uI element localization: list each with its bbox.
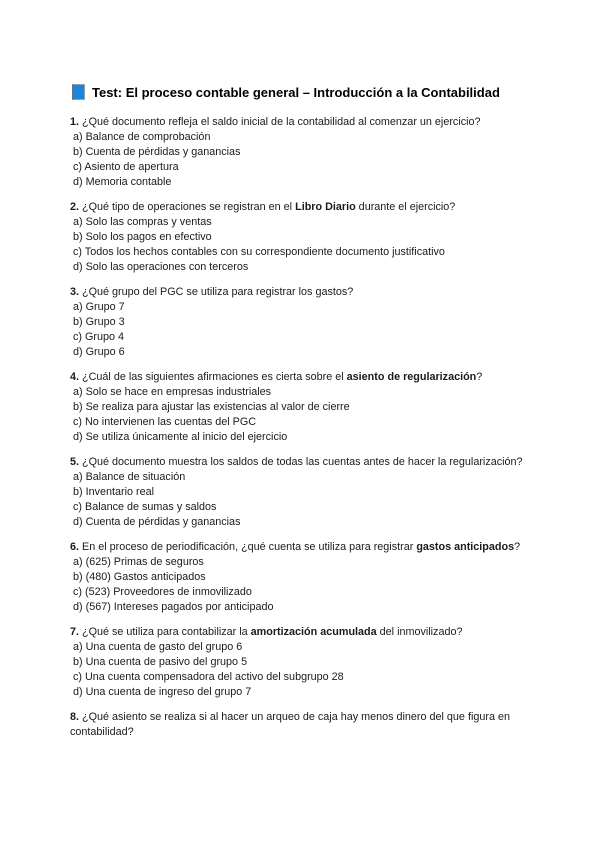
question-bold-segment: Libro Diario (295, 201, 356, 213)
question-text-segment: ? (476, 371, 483, 383)
question-text-segment: En el proceso de periodificación, ¿qué cuenta se utiliza para registrar (79, 541, 417, 553)
question-block-8 (70, 710, 535, 740)
question-text-segment: durante el ejercicio? (355, 201, 456, 213)
question-2-option-d: d) Solo las operaciones con terceros (73, 261, 249, 273)
document-title-text: Test: El proceso contable general – Introducción a la Contabilidad (92, 84, 500, 100)
question-1-option-a: a) Balance de comprobación (73, 131, 211, 143)
question-6-option-d: d) (567) Intereses pagados por anticipado (73, 601, 274, 613)
question-bold-segment: amortización acumulada (250, 626, 377, 638)
question-text-segment: ? (514, 541, 521, 553)
question-6-option-a: a) (625) Primas de seguros (73, 556, 204, 568)
question-number: 3. (70, 286, 80, 298)
question-1-option-b: b) Cuenta de pérdidas y ganancias (73, 146, 241, 158)
question-number: 1. (70, 116, 80, 128)
question-1-text (70, 115, 535, 130)
question-text-segment: ¿Qué grupo del PGC se utiliza para registrar los gastos? (79, 286, 354, 298)
question-bold-segment: asiento de regularización (346, 371, 477, 383)
question-2-option-b: b) Solo los pagos en efectivo (73, 231, 212, 243)
question-6-option-b: b) (480) Gastos anticipados (73, 571, 206, 583)
question-3-option-c: c) Grupo 4 (73, 331, 125, 343)
question-block-3 (70, 285, 535, 360)
question-block-2 (70, 200, 535, 275)
question-4-text (70, 370, 535, 385)
question-bold-segment: gastos anticipados (416, 541, 515, 553)
question-4-option-d: d) Se utiliza únicamente al inicio del ejercicio (73, 431, 288, 443)
question-5-option-a: a) Balance de situación (73, 471, 186, 483)
question-7-text (70, 625, 535, 640)
question-block-6 (70, 540, 535, 615)
question-number: 7. (70, 626, 80, 638)
question-3-option-a: a) Grupo 7 (73, 301, 125, 313)
question-1-option-d: d) Memoria contable (73, 176, 172, 188)
question-2-option-a: a) Solo las compras y ventas (73, 216, 212, 228)
question-1-option-c: c) Asiento de apertura (73, 161, 179, 173)
question-number: 2. (70, 201, 80, 213)
question-4-option-b: b) Se realiza para ajustar las existencias al valor de cierre (73, 401, 350, 413)
question-7-option-b: b) Una cuenta de pasivo del grupo 5 (73, 656, 248, 668)
question-number: 5. (70, 456, 80, 468)
question-6-text (70, 540, 535, 555)
question-5-option-d: d) Cuenta de pérdidas y ganancias (73, 516, 241, 528)
question-text-segment: ¿Qué asiento se realiza si al hacer un arqueo de caja hay menos dinero del que figura en contabilidad? (70, 711, 510, 738)
question-7-option-d: d) Una cuenta de ingreso del grupo 7 (73, 686, 252, 698)
question-2-option-c: c) Todos los hechos contables con su correspondiente documento justificativo (73, 246, 445, 258)
question-block-5 (70, 455, 535, 530)
question-6-option-c: c) (523) Proveedores de inmovilizado (73, 586, 252, 598)
question-3-text (70, 285, 535, 300)
question-block-7 (70, 625, 535, 700)
question-8-text (70, 710, 535, 740)
question-number: 8. (70, 711, 80, 723)
question-3-option-b: b) Grupo 3 (73, 316, 125, 328)
question-7-option-a: a) Una cuenta de gasto del grupo 6 (73, 641, 243, 653)
question-block-1 (70, 115, 535, 190)
document-title (72, 84, 535, 100)
question-text-segment: ¿Qué documento muestra los saldos de todas las cuentas antes de hacer la regularización? (79, 456, 523, 468)
question-block-4 (70, 370, 535, 445)
question-text-segment: del inmovilizado? (376, 626, 463, 638)
blue-square-bullet-icon (72, 84, 85, 100)
question-text-segment: ¿Qué documento refleja el saldo inicial de la contabilidad al comenzar un ejercicio? (79, 116, 481, 128)
question-text-segment: ¿Cuál de las siguientes afirmaciones es cierta sobre el (79, 371, 347, 383)
question-5-text (70, 455, 535, 470)
question-4-option-c: c) No intervienen las cuentas del PGC (73, 416, 257, 428)
question-number: 6. (70, 541, 80, 553)
question-text-segment: ¿Qué tipo de operaciones se registran en el (79, 201, 296, 213)
question-3-option-d: d) Grupo 6 (73, 346, 125, 358)
question-7-option-c: c) Una cuenta compensadora del activo del subgrupo 28 (73, 671, 344, 683)
question-5-option-b: b) Inventario real (73, 486, 155, 498)
question-number: 4. (70, 371, 80, 383)
question-2-text (70, 200, 535, 215)
question-5-option-c: c) Balance de sumas y saldos (73, 501, 217, 513)
question-4-option-a: a) Solo se hace en empresas industriales (73, 386, 272, 398)
question-text-segment: ¿Qué se utiliza para contabilizar la (79, 626, 251, 638)
